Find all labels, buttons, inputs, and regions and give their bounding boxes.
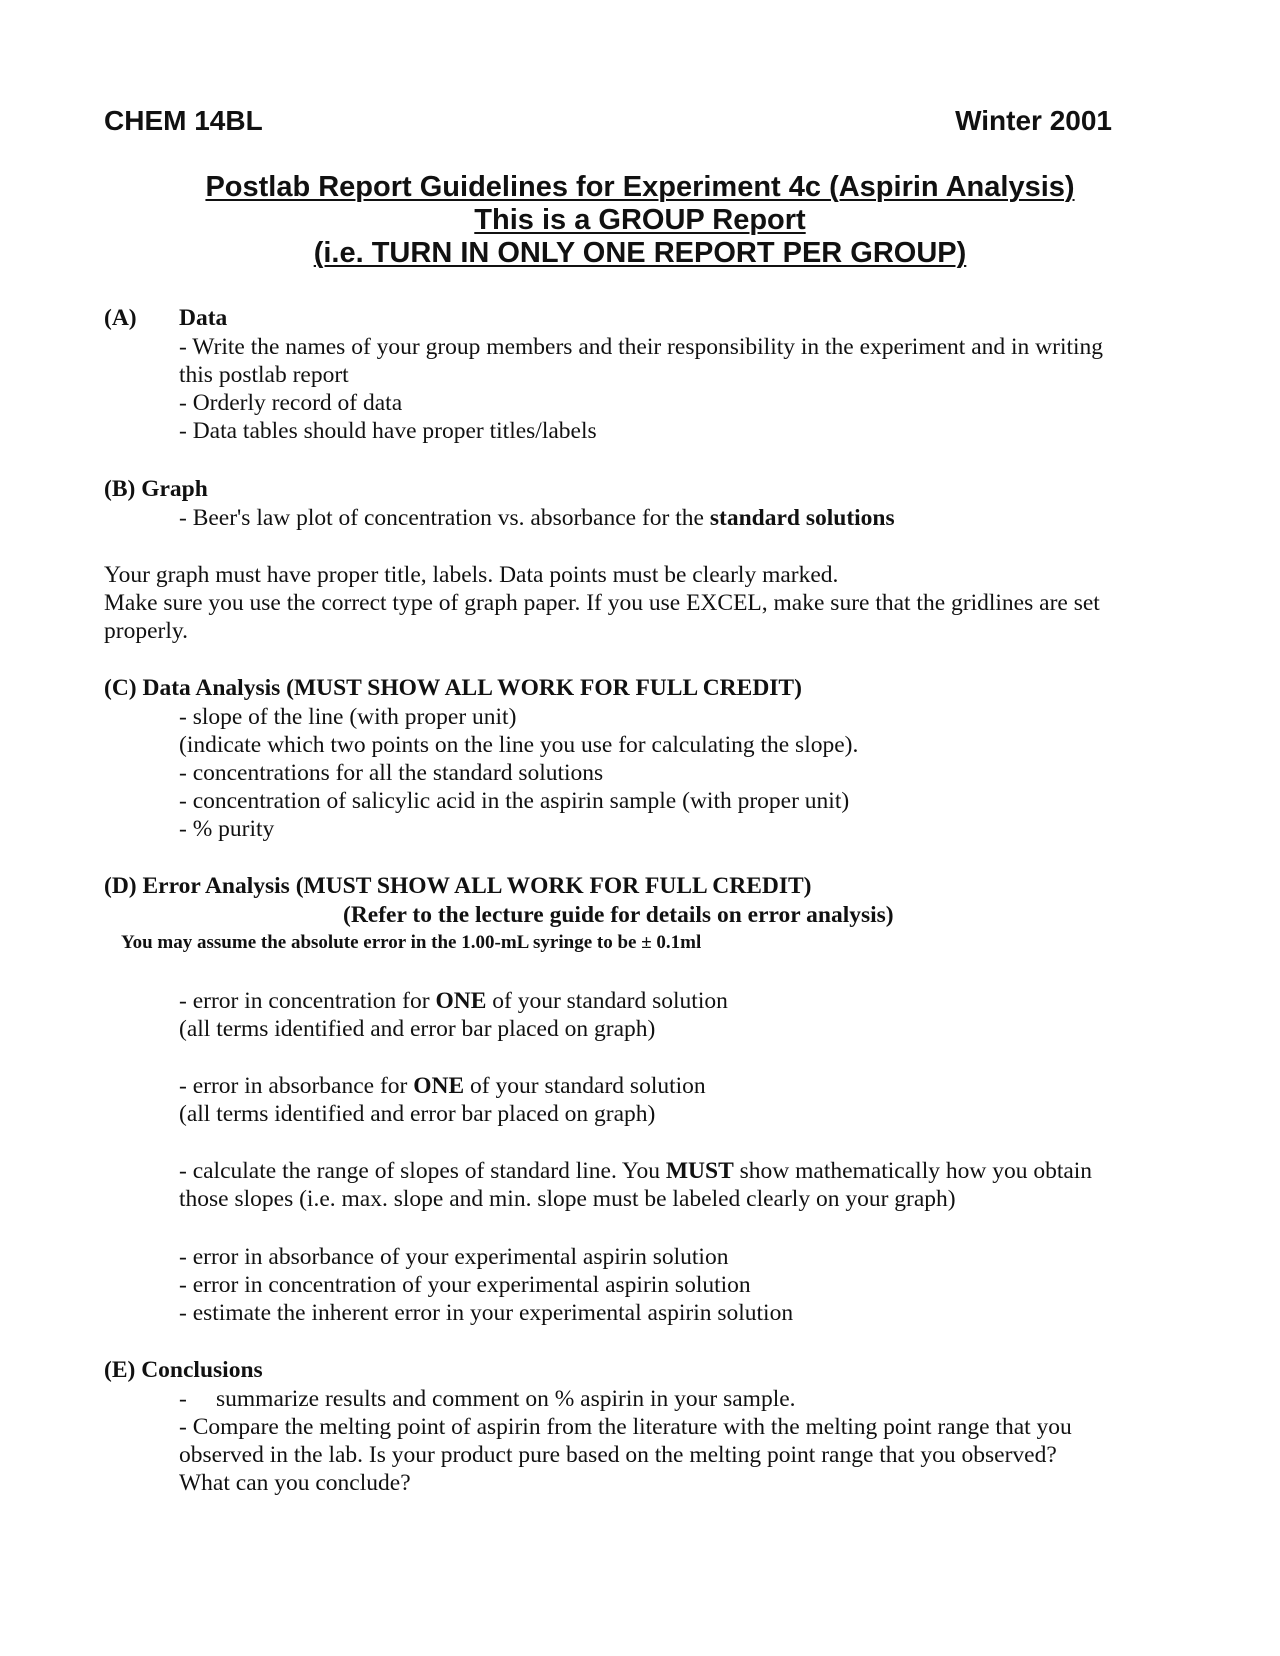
section-d-item-detail: (all terms identified and error bar placed on graph) xyxy=(179,1101,656,1127)
section-d-item-emphasis: ONE xyxy=(435,988,487,1014)
section-d-assumption: You may assume the absolute error in the 1.00-mL syringe to be ± 0.1ml xyxy=(121,932,702,953)
section-b-heading: (B) Graph xyxy=(104,476,208,502)
term-label: Winter 2001 xyxy=(955,105,1112,136)
section-a-item: - Data tables should have proper titles/labels xyxy=(179,418,597,444)
section-d-heading: (D) Error Analysis (MUST SHOW ALL WORK FOR FULL CREDIT) xyxy=(104,873,812,899)
document-subtitle-note: (i.e. TURN IN ONLY ONE REPORT PER GROUP) xyxy=(313,237,967,269)
section-c-item: - concentration of salicylic acid in the aspirin sample (with proper unit) xyxy=(179,788,850,814)
section-b-note: Your graph must have proper title, labels. Data points must be clearly marked. xyxy=(104,562,839,588)
section-d-item xyxy=(179,987,728,1015)
section-d-item-detail: (all terms identified and error bar placed on graph) xyxy=(179,1016,656,1042)
section-d-item: - error in absorbance of your experimental aspirin solution xyxy=(179,1244,729,1270)
section-a-letter: (A) xyxy=(104,305,137,331)
section-e-item-dash: - xyxy=(179,1386,187,1412)
section-d-item-emphasis: ONE xyxy=(413,1073,465,1099)
section-e-item: observed in the lab. Is your product pure based on the melting point range that you observed? xyxy=(179,1442,1057,1468)
section-d-item: - estimate the inherent error in your experimental aspirin solution xyxy=(179,1300,794,1326)
section-d-item-text: of your standard solution xyxy=(486,988,728,1014)
section-d-item-text: - calculate the range of slopes of standard line. You xyxy=(179,1158,666,1184)
document-subtitle-group: This is a GROUP Report xyxy=(474,204,806,236)
section-b-item xyxy=(179,504,895,532)
section-e-item: - Compare the melting point of aspirin from the literature with the melting point range that you xyxy=(179,1414,1072,1440)
document-title: Postlab Report Guidelines for Experiment 4c (Aspirin Analysis) xyxy=(205,171,1075,203)
section-b-note: Make sure you use the correct type of graph paper. If you use EXCEL, make sure that the gridlines are set xyxy=(104,590,1100,616)
section-a-item: this postlab report xyxy=(179,362,349,388)
section-d-item-detail: those slopes (i.e. max. slope and min. slope must be labeled clearly on your graph) xyxy=(179,1186,956,1212)
section-c-item: - slope of the line (with proper unit) xyxy=(179,704,517,730)
section-d-item: - error in concentration of your experimental aspirin solution xyxy=(179,1272,751,1298)
section-d-subheading: (Refer to the lecture guide for details on error analysis) xyxy=(343,902,894,928)
section-e-heading: (E) Conclusions xyxy=(104,1357,263,1383)
section-a-heading: Data xyxy=(179,305,228,331)
section-d-item xyxy=(179,1072,706,1100)
course-code: CHEM 14BL xyxy=(104,105,263,136)
section-d-item-text: show mathematically how you obtain xyxy=(733,1158,1093,1184)
section-c-item: - concentrations for all the standard solutions xyxy=(179,760,604,786)
section-d-item-text: of your standard solution xyxy=(464,1073,706,1099)
section-d-item-emphasis: MUST xyxy=(665,1158,734,1184)
section-c-item: (indicate which two points on the line you use for calculating the slope). xyxy=(179,732,859,758)
section-d-item-text: - error in absorbance for xyxy=(179,1073,414,1099)
section-d-item-text: - error in concentration for xyxy=(179,988,436,1014)
section-e-item: summarize results and comment on % aspirin in your sample. xyxy=(216,1386,796,1412)
section-e-item: What can you conclude? xyxy=(179,1470,411,1496)
section-b-item-text: - Beer's law plot of concentration vs. absorbance for the xyxy=(179,505,710,531)
section-b-note: properly. xyxy=(104,618,188,644)
section-c-heading: (C) Data Analysis (MUST SHOW ALL WORK FOR FULL CREDIT) xyxy=(104,675,802,701)
section-d-item xyxy=(179,1157,1092,1185)
section-c-item: - % purity xyxy=(179,816,275,842)
section-a-item: - Orderly record of data xyxy=(179,390,403,416)
section-a-item: - Write the names of your group members and their responsibility in the experiment and in writing xyxy=(179,334,1104,360)
section-b-item-emphasis: standard solutions xyxy=(709,505,895,531)
